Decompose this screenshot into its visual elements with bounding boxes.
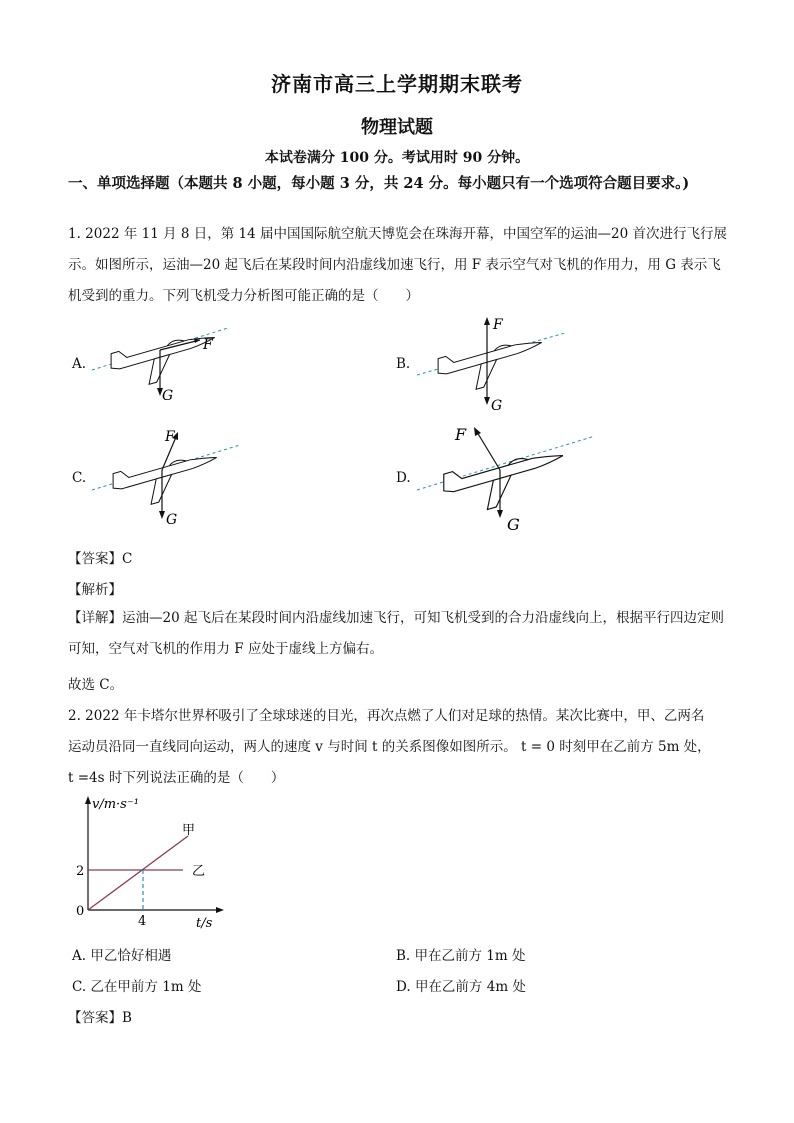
q2-stem-line-3: t =4s 时下列说法正确的是（ ）: [68, 770, 285, 786]
q2-answer: 【答案】B: [68, 1010, 132, 1026]
q2-option-c: [72, 975, 201, 995]
q2-option-d-text: 甲在乙前方 4m 处: [414, 979, 526, 995]
q2-option-d: [396, 975, 526, 995]
gravity-g-label: G: [162, 388, 174, 404]
x-axis-arrowhead: [216, 907, 224, 913]
q2-stem-line-2: 运动员沿同一直线同向运动，两人的速度 v 与时间 t 的关系图像如图所示。 t = 0 时刻甲在乙前方 5m 处，: [68, 739, 711, 755]
q1-option-c-label: C.: [72, 470, 87, 486]
gravity-g-label: G: [507, 515, 520, 534]
airplane-icon: [107, 325, 222, 393]
gravity-g-arrowhead: [497, 510, 503, 518]
q2-vt-graph: [68, 790, 258, 940]
q1-option-c-diagram: [90, 425, 245, 530]
q2-option-c-text: 乙在甲前方 1m 处: [90, 979, 202, 995]
q1-conclusion: 故选 C。: [68, 677, 124, 693]
q2-option-a-text: 甲乙恰好相遇: [90, 948, 172, 964]
force-f-label: F: [203, 337, 213, 353]
q2-option-b: [396, 944, 526, 964]
y-tick-label-2: 2: [76, 864, 85, 879]
q1-stem: 1. 2022 年 11 月 8 日，第 14 届中国国际航空航天博览会在珠海开幕，中国空军的运油—20 首次进行飞行展示。如图所示，运油—20 起飞后在某段时间内沿虚线加速飞行，用 F 表示空气对飞机的作用力，用 G 表示飞机受到的重力。下列飞机受力分析图可能正确的是（ ）: [68, 226, 727, 304]
force-f-arrowhead: [484, 317, 490, 325]
exam-title: 济南市高三上学期期末联考: [271, 72, 523, 96]
q1-analysis-label: 【解析】: [68, 582, 122, 598]
q1-option-d-label: D.: [396, 470, 411, 486]
q2-option-b-text: 甲在乙前方 1m 处: [414, 948, 526, 964]
series-yi-label: 乙: [192, 864, 206, 879]
q1-option-b-label: B.: [396, 356, 411, 372]
q2-stem-line-1: 2. 2022 年卡塔尔世界杯吸引了全球球迷的目光，再次点燃了人们对足球的热情。某次比赛中，甲、乙两名: [68, 708, 705, 724]
q1-option-a-diagram: [90, 320, 240, 405]
q2-option-b-label: B.: [396, 948, 411, 964]
section-heading: 一、单项选择题（本题共 8 小题，每小题 3 分，共 24 分。每小题只有一个选项符合题目要求。): [68, 175, 690, 192]
gravity-g-label: G: [166, 512, 178, 528]
force-f-label: F: [455, 425, 467, 444]
q2-option-c-label: C.: [72, 979, 87, 995]
gravity-g-arrowhead: [484, 397, 490, 405]
series-jia-line: [88, 836, 188, 910]
q1-detail: 【详解】运油—20 起飞后在某段时间内沿虚线加速飞行，可知飞机受到的合力沿虚线向上，根据平行四边定则可知，空气对飞机的作用力 F 应处于虚线上方偏右。: [68, 610, 724, 657]
gravity-g-label: G: [491, 398, 503, 414]
airplane-icon: [439, 441, 571, 519]
q1-answer: 【答案】C: [68, 551, 133, 567]
force-f-label: F: [165, 429, 175, 445]
q1-option-a-label: A.: [72, 356, 87, 372]
force-f-label: F: [493, 317, 503, 333]
origin-label: 0: [76, 904, 85, 919]
x-axis-label: t/s: [196, 916, 213, 931]
y-axis-arrowhead: [85, 796, 91, 804]
force-f-arrowhead: [474, 427, 481, 436]
airplane-icon: [434, 330, 549, 398]
exam-note: 本试卷满分 100 分。考试用时 90 分钟。: [264, 150, 530, 166]
q2-option-a-label: A.: [72, 948, 87, 964]
gravity-g-arrowhead: [159, 511, 165, 519]
y-axis-label: v/m·s⁻¹: [92, 797, 139, 812]
subject-title: 物理试题: [361, 117, 433, 138]
q2-option-d-label: D.: [396, 979, 411, 995]
series-jia-label: 甲: [182, 823, 196, 838]
q1-option-b-diagram: [415, 315, 570, 415]
x-tick-label-4: 4: [138, 914, 147, 929]
q2-option-a: [72, 944, 171, 964]
q1-option-d-diagram: [415, 420, 600, 535]
